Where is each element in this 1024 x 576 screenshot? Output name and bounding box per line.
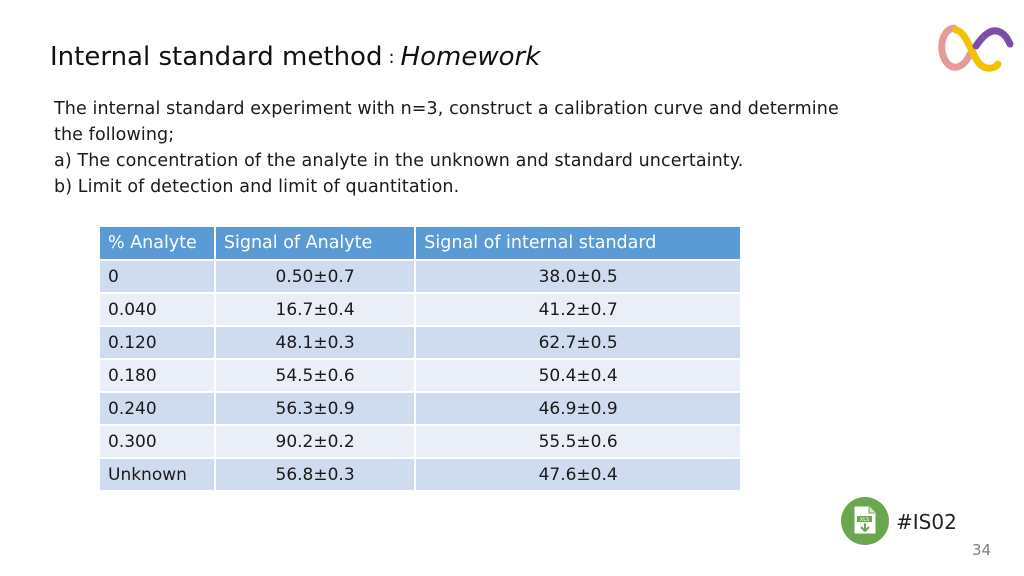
table-row: [99, 359, 741, 392]
cell-analyte: 0.120: [99, 326, 215, 359]
cell-signal-internal: 47.6±0.4: [415, 458, 741, 491]
header-analyte: % Analyte: [99, 226, 215, 260]
instructions-line2: the following;: [54, 125, 175, 145]
table-row: [99, 326, 741, 359]
instructions-line1: The internal standard experiment with n=3, construct a calibration curve and determine: [54, 99, 839, 119]
cell-signal-internal: 62.7±0.5: [415, 326, 741, 359]
cell-signal-analyte: 90.2±0.2: [215, 425, 415, 458]
header-signal-internal: Signal of internal standard: [415, 226, 741, 260]
cell-signal-analyte: 0.50±0.7: [215, 260, 415, 293]
header-signal-analyte: Signal of Analyte: [215, 226, 415, 260]
cell-signal-analyte: 56.3±0.9: [215, 392, 415, 425]
table-header-row: [99, 226, 741, 260]
calibration-table: [98, 225, 742, 492]
cell-signal-analyte: 48.1±0.3: [215, 326, 415, 359]
table-row: [99, 425, 741, 458]
task-a: a) The concentration of the analyte in the unknown and standard uncertainty.: [54, 151, 744, 171]
cell-signal-internal: 55.5±0.6: [415, 425, 741, 458]
cell-signal-analyte: 54.5±0.6: [215, 359, 415, 392]
xls-file-icon[interactable]: [841, 497, 889, 545]
cell-signal-analyte: 16.7±0.4: [215, 293, 415, 326]
table-row: [99, 458, 741, 491]
instructions: [54, 96, 934, 200]
cell-signal-internal: 46.9±0.9: [415, 392, 741, 425]
cell-analyte: 0.040: [99, 293, 215, 326]
task-b: b) Limit of detection and limit of quantitation.: [54, 177, 460, 197]
cell-signal-analyte: 56.8±0.3: [215, 458, 415, 491]
table-row: [99, 260, 741, 293]
xls-document-icon: [851, 505, 879, 537]
cell-signal-internal: 38.0±0.5: [415, 260, 741, 293]
alpha-logo-icon: [936, 20, 1014, 74]
page-number: 34: [972, 541, 992, 559]
cell-analyte: Unknown: [99, 458, 215, 491]
cell-analyte: 0.240: [99, 392, 215, 425]
cell-analyte: 0.180: [99, 359, 215, 392]
title-homework: Homework: [400, 42, 541, 72]
cell-signal-internal: 50.4±0.4: [415, 359, 741, 392]
homework-tag: #IS02: [896, 510, 957, 534]
table-row: [99, 392, 741, 425]
cell-analyte: 0: [99, 260, 215, 293]
cell-analyte: 0.300: [99, 425, 215, 458]
title-separator: :: [388, 47, 395, 68]
title-main: Internal standard method: [50, 42, 383, 72]
xls-badge-label: XLS: [859, 517, 870, 523]
table-row: [99, 293, 741, 326]
cell-signal-internal: 41.2±0.7: [415, 293, 741, 326]
slide-title: [50, 42, 540, 72]
